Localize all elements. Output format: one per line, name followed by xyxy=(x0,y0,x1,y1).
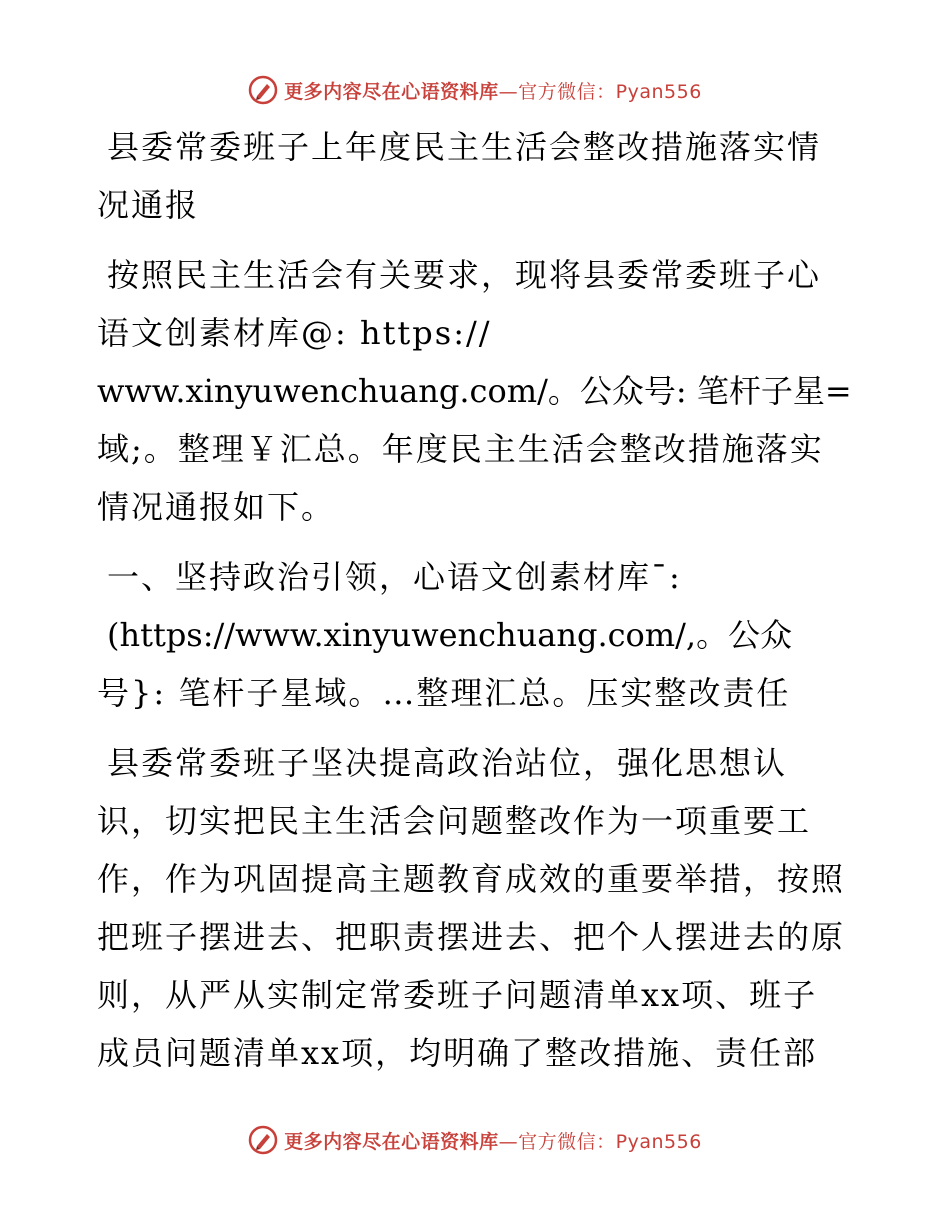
section-heading-1 xyxy=(97,548,857,722)
text-line: 县委常委班子坚决提高政治站位，强化思想认 xyxy=(107,744,788,782)
paragraph-body xyxy=(97,734,857,1082)
banner-text: 更多内容尽在心语资料库—官方微信：Pyan556 xyxy=(284,80,702,103)
pen-logo-icon xyxy=(248,75,278,105)
header-banner xyxy=(0,72,950,108)
text-line: 一、坚持政治引领，心语文创素材库¯: xyxy=(107,558,682,596)
text-line: www.xinyuwenchuang.com/。公众号: 笔杆子星= xyxy=(97,372,852,410)
pen-logo-icon xyxy=(248,1125,278,1155)
title-line: 县委常委班子上年度民主生活会整改措施落实情 xyxy=(107,128,822,166)
text-line: 域;。整理￥汇总。年度民主生活会整改措施落实 xyxy=(97,430,824,468)
text-line: 作，作为巩固提高主题教育成效的重要举措，按照 xyxy=(97,860,846,898)
text-line: 号}: 笔杆子星域。…整理汇总。压实整改责任 xyxy=(97,674,791,712)
text-line: 识，切实把民主生活会问题整改作为一项重要工 xyxy=(97,802,812,840)
text-line: (https://www.xinyuwenchuang.com/,。公众 xyxy=(107,616,793,654)
text-line: 按照民主生活会有关要求，现将县委常委班子心 xyxy=(107,256,822,294)
title-line: 况通报 xyxy=(97,186,200,224)
footer-banner xyxy=(0,1122,950,1158)
paragraph-intro xyxy=(97,246,857,536)
document-body xyxy=(97,118,857,1094)
banner-text: 更多内容尽在心语资料库—官方微信：Pyan556 xyxy=(284,1130,702,1153)
text-line: 情况通报如下。 xyxy=(97,488,336,526)
text-line: 把班子摆进去、把职责摆进去、把个人摆进去的原 xyxy=(97,918,846,956)
text-line: 则，从严从实制定常委班子问题清单xx项、班子 xyxy=(97,976,818,1014)
text-line: 成员问题清单xx项，均明确了整改措施、责任部 xyxy=(97,1034,818,1072)
document-title xyxy=(97,118,857,234)
text-line: 语文创素材库@: https:// xyxy=(97,314,492,352)
